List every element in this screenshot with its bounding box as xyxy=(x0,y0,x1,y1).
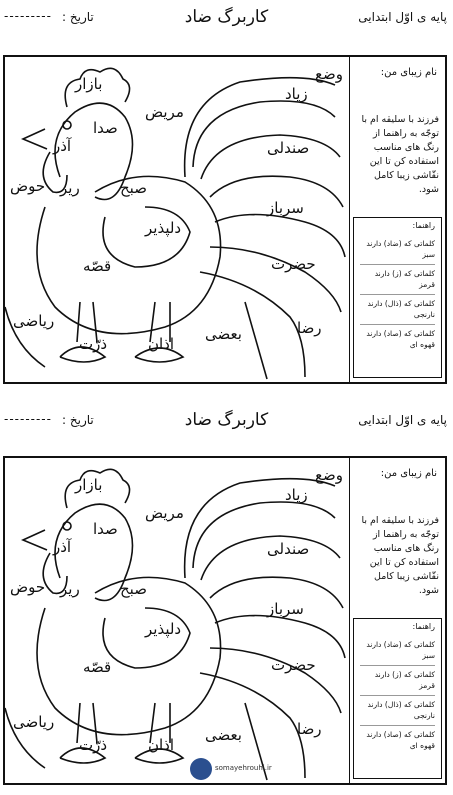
word-hazrat: حضرت xyxy=(271,255,316,273)
guide-divider xyxy=(360,665,435,666)
guide-key-ze: کلماتی که (ز) دارند xyxy=(374,670,435,679)
word-sarbaz: سرباز xyxy=(267,600,304,618)
word-sandali: صندلی xyxy=(267,139,310,157)
guide-divider xyxy=(360,695,435,696)
grade-label: پایه ی اوّل ابتدایی xyxy=(358,10,447,24)
word-sandali: صندلی xyxy=(267,540,310,558)
word-ziad: زیاد xyxy=(285,486,308,504)
word-reza: رضا xyxy=(297,319,322,337)
worksheet-1 xyxy=(0,0,453,392)
guide-key-zal: کلماتی که (ذال) دارند xyxy=(367,700,435,709)
coloring-frame xyxy=(3,456,447,785)
word-azan: اذان xyxy=(148,335,175,353)
guide-key-ze-color: قرمز xyxy=(419,681,435,690)
word-marid: مریض xyxy=(145,103,184,121)
student-name-label[interactable]: نام زیبای من: xyxy=(380,67,437,78)
word-zorat: ذرّت xyxy=(79,736,108,754)
guide-key-ze-color: قرمز xyxy=(419,280,435,289)
word-zorat: ذرّت xyxy=(79,335,108,353)
word-seda: صدا xyxy=(93,520,118,538)
guide-title: راهنما: xyxy=(412,221,435,230)
worksheet-title: کاربرگ ضاد xyxy=(184,410,269,430)
worksheet-header xyxy=(0,4,453,34)
word-azar: آذر xyxy=(53,137,72,155)
student-name-label[interactable]: نام زیبای من: xyxy=(380,468,437,479)
guide-key-sad-color: قهوه ای xyxy=(409,741,435,750)
word-hoz: حوض xyxy=(10,177,46,195)
word-hoz: حوض xyxy=(10,578,46,596)
guide-divider xyxy=(360,294,435,295)
worksheet-header xyxy=(0,407,453,437)
word-azan: اذان xyxy=(148,736,175,754)
guide-key-zal: کلماتی که (ذال) دارند xyxy=(367,299,435,308)
word-bazi: بعضی xyxy=(205,726,242,744)
word-sobh: صبح xyxy=(120,580,147,598)
date-label: تاریخ : xyxy=(62,413,94,427)
date-blank[interactable]: --------- xyxy=(4,412,52,426)
word-ghese: قصّه xyxy=(83,257,112,275)
word-ziad: زیاد xyxy=(285,85,308,103)
site-logo-icon xyxy=(190,758,212,780)
instructions-panel xyxy=(349,458,445,783)
site-url[interactable]: somayehrouhi.ir xyxy=(215,764,272,772)
coloring-frame xyxy=(3,55,447,384)
grade-label: پایه ی اوّل ابتدایی xyxy=(358,413,447,427)
site-credit xyxy=(190,757,270,783)
word-marid: مریض xyxy=(145,504,184,522)
word-seda: صدا xyxy=(93,119,118,137)
guide-divider xyxy=(360,324,435,325)
guide-key-ze: کلماتی که (ز) دارند xyxy=(374,269,435,278)
color-guide xyxy=(353,618,442,779)
guide-key-zad-color: سبز xyxy=(422,651,435,660)
word-bazar: بازار xyxy=(75,75,103,93)
word-bazi: بعضی xyxy=(205,325,242,343)
word-sarbaz: سرباز xyxy=(267,199,304,217)
instructions-panel xyxy=(349,57,445,382)
worksheet-title: کاربرگ ضاد xyxy=(184,7,269,27)
word-riz: ریز xyxy=(60,580,80,598)
guide-divider xyxy=(360,264,435,265)
guide-divider xyxy=(360,725,435,726)
word-delpazir: دلپذیر xyxy=(145,219,182,237)
guide-key-zal-color: نارنجی xyxy=(413,310,435,319)
word-vaz: وضع xyxy=(315,466,343,484)
word-ghese: قصّه xyxy=(83,658,112,676)
word-riz: ریز xyxy=(60,179,80,197)
guide-key-sad: کلماتی که (صاد) دارند xyxy=(366,329,435,338)
word-sobh: صبح xyxy=(120,179,147,197)
word-delpazir: دلپذیر xyxy=(145,620,182,638)
word-vaz: وضع xyxy=(315,65,343,83)
worksheet-2 xyxy=(0,403,453,795)
color-guide xyxy=(353,217,442,378)
guide-key-zad: کلماتی که (ضاد) دارند xyxy=(366,640,435,649)
word-reza: رضا xyxy=(297,720,322,738)
instructions-text: فرزند با سلیقه ام با توجّه به راهنما از رنگ های مناسب استفاده کن تا این نقّاشی زیبا کامل شود. xyxy=(361,515,439,596)
guide-key-sad: کلماتی که (صاد) دارند xyxy=(366,730,435,739)
guide-title: راهنما: xyxy=(412,622,435,631)
word-riazi: ریاضی xyxy=(13,713,55,731)
guide-key-zal-color: نارنجی xyxy=(413,711,435,720)
guide-key-zad: کلماتی که (ضاد) دارند xyxy=(366,239,435,248)
word-riazi: ریاضی xyxy=(13,312,55,330)
date-blank[interactable]: --------- xyxy=(4,9,52,23)
word-hazrat: حضرت xyxy=(271,656,316,674)
guide-key-zad-color: سبز xyxy=(422,250,435,259)
guide-key-sad-color: قهوه ای xyxy=(409,340,435,349)
word-bazar: بازار xyxy=(75,476,103,494)
word-azar: آذر xyxy=(53,538,72,556)
date-label: تاریخ : xyxy=(62,10,94,24)
instructions-text: فرزند با سلیقه ام با توجّه به راهنما از رنگ های مناسب استفاده کن تا این نقّاشی زیبا کامل شود. xyxy=(361,114,439,195)
